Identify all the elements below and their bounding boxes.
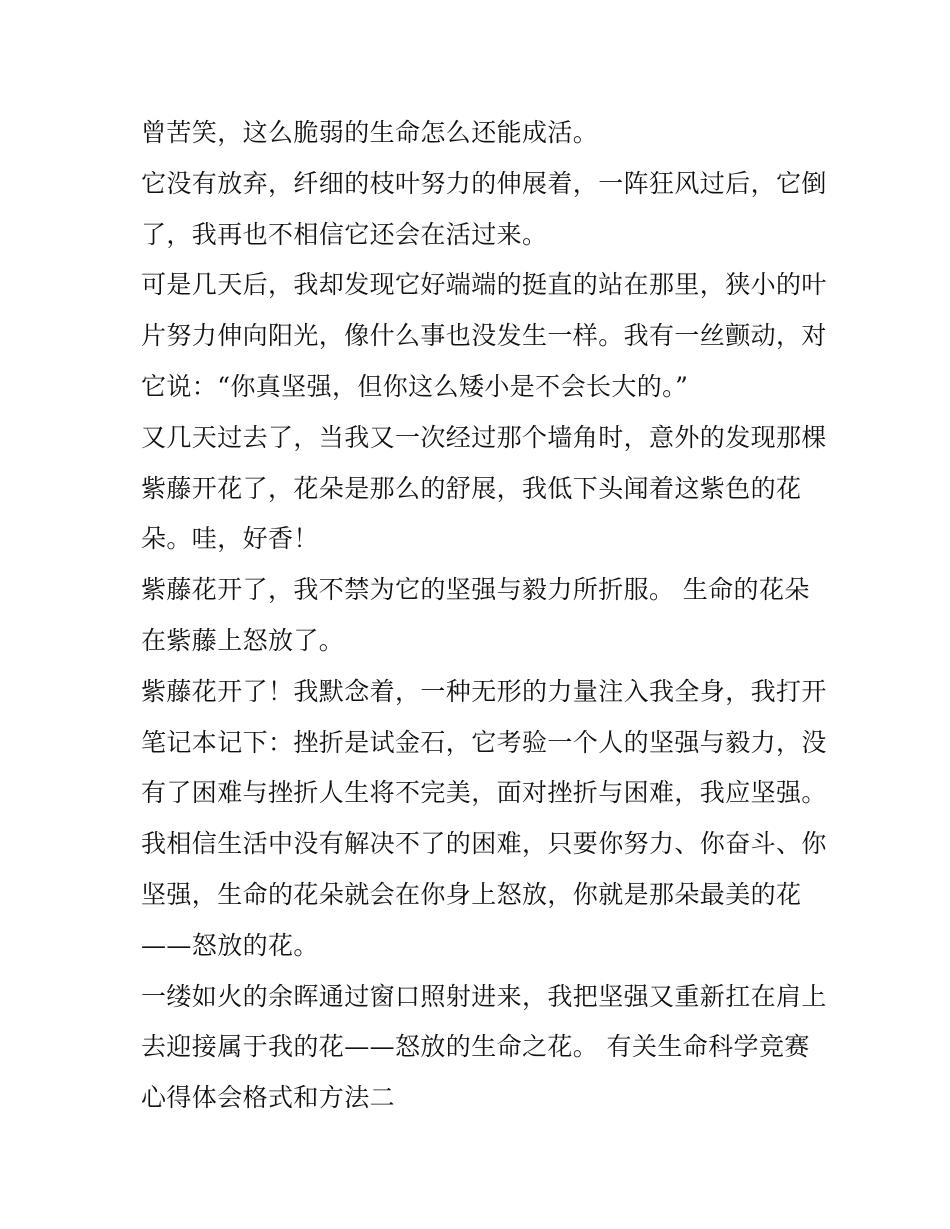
text-line: 在紫藤上怒放了。 bbox=[141, 625, 345, 655]
text-line: 又几天过去了，当我又一次经过那个墙角时，意外的发现那棵 bbox=[141, 422, 827, 452]
text-line: 笔记本记下：挫折是试金石，它考验一个人的坚强与毅力，没 bbox=[141, 727, 827, 757]
text-line: 紫藤花开了，我不禁为它的坚强与毅力所折服。 生命的花朵 bbox=[141, 575, 810, 605]
text-line: 可是几天后，我却发现它好端端的挺直的站在那里，狭小的叶 bbox=[141, 270, 827, 300]
text-line: 它没有放弃，纤细的枝叶努力的伸展着，一阵狂风过后，它倒 bbox=[141, 168, 827, 198]
text-line: 有了困难与挫折人生将不完美，面对挫折与困难，我应坚强。 bbox=[141, 778, 827, 808]
text-line: 一缕如火的余晖通过窗口照射进来，我把坚强又重新扛在肩上 bbox=[141, 981, 827, 1011]
text-line: 紫藤开花了，花朵是那么的舒展，我低下头闻着这紫色的花 bbox=[141, 473, 802, 503]
text-line: 它说：“你真坚强，但你这么矮小是不会长大的。” bbox=[141, 371, 689, 401]
text-line: 我相信生活中没有解决不了的困难，只要你努力、你奋斗、你 bbox=[141, 829, 827, 859]
text-line: 去迎接属于我的花——怒放的生命之花。 有关生命科学竞赛 bbox=[141, 1032, 810, 1062]
text-line: ——怒放的花。 bbox=[141, 930, 319, 960]
text-line: 片努力伸向阳光，像什么事也没发生一样。我有一丝颤动，对 bbox=[141, 321, 827, 351]
text-line: 心得体会格式和方法二 bbox=[141, 1083, 396, 1113]
text-line: 紫藤花开了！我默念着，一种无形的力量注入我全身，我打开 bbox=[141, 676, 827, 706]
text-line: 坚强，生命的花朵就会在你身上怒放，你就是那朵最美的花 bbox=[141, 879, 802, 909]
text-line: 朵。哇，好香！ bbox=[141, 524, 319, 554]
text-line: 了，我再也不相信它还会在活过来。 bbox=[141, 219, 548, 249]
document-body bbox=[141, 108, 827, 1124]
text-line: 曾苦笑，这么脆弱的生命怎么还能成活。 bbox=[141, 118, 599, 147]
